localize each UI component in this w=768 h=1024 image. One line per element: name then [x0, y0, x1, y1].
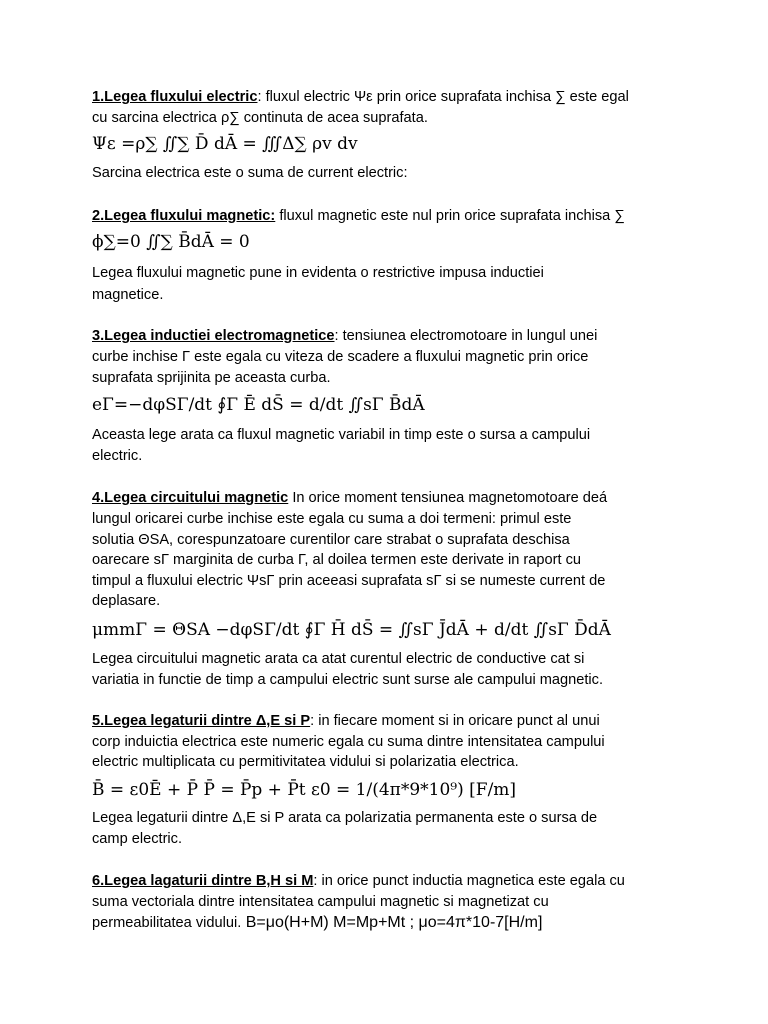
section-4-line-8: variatia in functie de timp a campului electric sunt surse ale campului magnetic. [92, 672, 604, 688]
section-4-line-4: oarecare sΓ marginita de curba Γ, al doilea termen este derivate in raport cu [92, 552, 582, 568]
section-2-equation: ϕ∑=0 ∬∑ B̄dĀ = 0 [92, 232, 250, 252]
section-3-equation: eΓ=−dφSΓ/dt ∮Γ Ē dS̄ = d/dt ∬sΓ B̄dĀ [92, 395, 425, 415]
section-6-line-1: 6.Legea lagaturii dintre B,H si M: in orice punct inductia magnetica este egala cu [92, 873, 625, 889]
section-3-title: 3.Legea inductiei electromagnetice [92, 328, 335, 344]
section-4-line-7: Legea circuitului magnetic arata ca atat curentul electric de conductive cat si [92, 651, 585, 667]
section-1-title: 1.Legea fluxului electric [92, 89, 258, 105]
section-3-line-4: Aceasta lege arata ca fluxul magnetic variabil in timp este o sursa a campului [92, 427, 591, 443]
section-4-line-6: deplasare. [92, 593, 161, 609]
section-1-line-2: cu sarcina electrica ρ∑ continuta de acea suprafata. [92, 110, 428, 126]
section-6-title: 6.Legea lagaturii dintre B,H si M [92, 873, 314, 889]
section-5-equation: B̄ = ε0Ē + P̄ P̄ = P̄p + P̄t ε0 = 1/(4π*9*10⁹) [F/m] [92, 780, 517, 800]
section-4-line-3: solutia ΘSA, corespunzatoare curentilor care strabat o suprafata deschisa [92, 532, 570, 548]
section-3-line-2: curbe inchise Γ este egala cu viteza de scadere a fluxului magnetic prin orice [92, 349, 589, 365]
section-2-line-1: 2.Legea fluxului magnetic: fluxul magnetic este nul prin orice suprafata inchisa ∑ [92, 208, 625, 224]
section-5-line-4: Legea legaturii dintre Δ,E si P arata ca polarizatia permanenta este o sursa de [92, 810, 598, 826]
section-4-line-1: 4.Legea circuitului magnetic In orice moment tensiunea magnetomotoare deá [92, 490, 608, 506]
section-3-line-5: electric. [92, 448, 143, 464]
section-1-equation: Ψε =ρ∑ ∬∑ D̄ dĀ = ∭Δ∑ ρv dv [92, 134, 358, 154]
section-6-line-3: permeabilitatea vidului. B=μo(H+M) M=Mp+Mt ; μo=4π*10-7[H/m] [92, 914, 543, 931]
section-5-line-5: camp electric. [92, 831, 183, 847]
section-2-title: 2.Legea fluxului magnetic: [92, 208, 276, 224]
section-6-line-2: suma vectoriala dintre intensitatea campului magnetic si magnetizat cu [92, 894, 549, 910]
section-5-line-3: electric multiplicata cu permitivitatea vidului si polarizatia electrica. [92, 754, 519, 770]
section-5-line-1: 5.Legea legaturii dintre Δ,E si P: in fiecare moment si in oricare punct al unui [92, 713, 600, 729]
section-1-line-3: Sarcina electrica este o suma de current electric: [92, 165, 408, 181]
section-6-formulas: B=μo(H+M) M=Mp+Mt ; μo=4π*10-7[H/m] [241, 914, 543, 931]
section-3-line-1: 3.Legea inductiei electromagnetice: tensiunea electromotoare in lungul unei [92, 328, 598, 344]
section-5-title: 5.Legea legaturii dintre Δ,E si P [92, 713, 311, 729]
section-4-line-2: lungul oricarei curbe inchise este egala cu suma a doi termeni: primul este [92, 511, 572, 527]
section-3-line-3: suprafata sprijinita pe aceasta curba. [92, 370, 331, 386]
section-5-line-2: corp induictia electrica este numeric egala cu suma dintre intensitatea campului [92, 734, 605, 750]
section-2-line-3: magnetice. [92, 287, 164, 303]
section-2-line-2: Legea fluxului magnetic pune in evidenta o restrictive impusa inductiei [92, 265, 544, 281]
section-1-line-1: 1.Legea fluxului electric: fluxul electric Ψε prin orice suprafata inchisa ∑ este egal [92, 89, 629, 105]
section-4-equation: μmmΓ = ΘSA −dφSΓ/dt ∮Γ H̄ dS̄ = ∬sΓ J̄dĀ + d/dt ∬sΓ D̄dĀ [92, 620, 611, 640]
section-4-title: 4.Legea circuitului magnetic [92, 490, 289, 506]
section-4-line-5: timpul a fluxului electric ΨsΓ prin aceeasi suprafata sΓ si se numeste current de [92, 573, 606, 589]
